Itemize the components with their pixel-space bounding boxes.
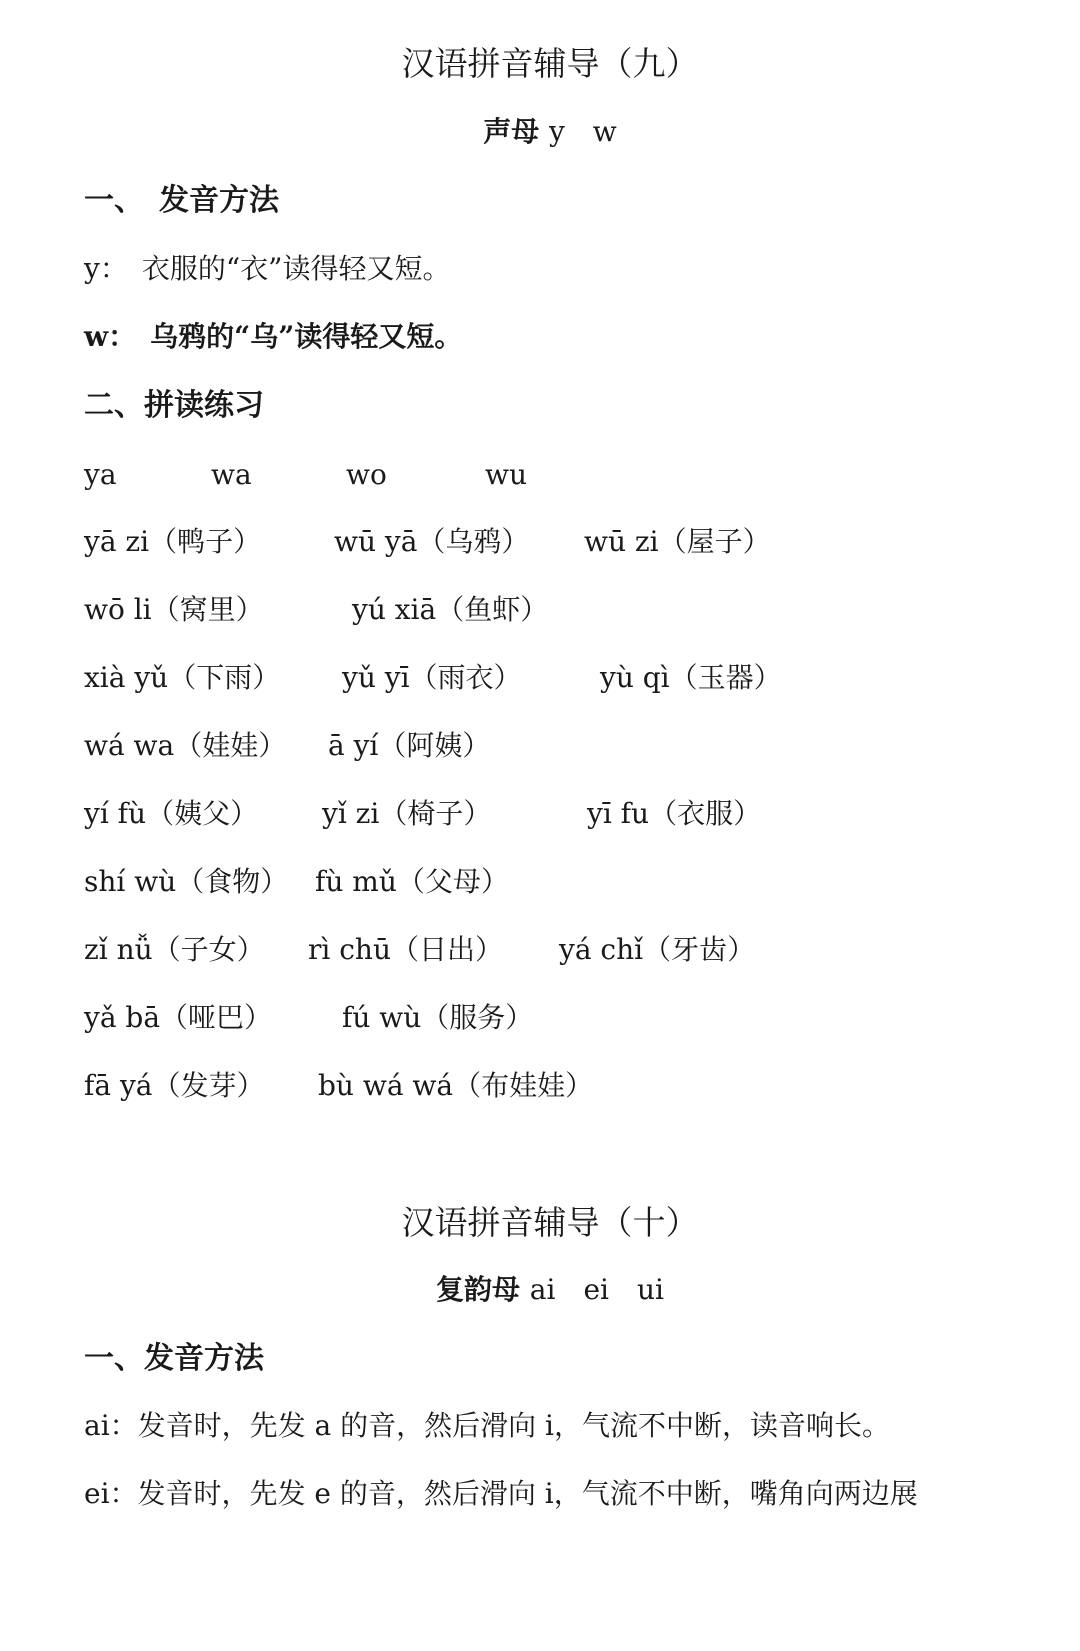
practice-word: wū zi（屋子） xyxy=(584,525,771,558)
syllable-wa: wa xyxy=(211,458,252,491)
practice-word: yú xiā（鱼虾） xyxy=(352,593,549,626)
practice-word: fā yá（发芽） xyxy=(84,1069,265,1102)
ai-pronunciation-line: ai：发音时，先发 a 的音，然后滑向 i，气流不中断，读音响长。 xyxy=(84,1409,891,1442)
practice-word: yā zi（鸭子） xyxy=(84,525,262,558)
section10-subtitle-latin: ai ei ui xyxy=(529,1273,664,1306)
syllable-wo: wo xyxy=(346,458,387,491)
section9-title: 汉语拼音辅导（九） xyxy=(401,44,699,83)
section9-subtitle-latin: y w xyxy=(548,115,617,148)
practice-word: yǐ zi（椅子） xyxy=(322,797,492,830)
practice-word: yǔ yī（雨衣） xyxy=(342,661,522,694)
practice-word: wá wa（娃娃） xyxy=(84,729,287,762)
practice-word: rì chū（日出） xyxy=(308,933,503,966)
practice-word: wū yā（乌鸦） xyxy=(334,525,530,558)
practice-word: bù wá wá（布娃娃） xyxy=(318,1069,594,1102)
practice-word: shí wù（食物） xyxy=(84,865,289,898)
syllable-ya: ya xyxy=(84,458,117,491)
practice-word: yī fu（衣服） xyxy=(587,797,762,830)
y-pronunciation-line: y： 衣服的“衣”读得轻又短。 xyxy=(84,252,451,285)
practice-word: fù mǔ（父母） xyxy=(315,865,509,898)
practice-word: wō li（窝里） xyxy=(84,593,264,626)
section10-subtitle-cn: 复韵母 xyxy=(436,1273,521,1306)
ei-pronunciation-line: ei：发音时，先发 e 的音，然后滑向 i，气流不中断，嘴角向两边展 xyxy=(84,1477,918,1510)
section9-part1-heading: 一、 发音方法 xyxy=(84,183,279,218)
section9-subtitle-cn: 声母 xyxy=(483,115,540,148)
section10-title: 汉语拼音辅导（十） xyxy=(401,1203,699,1242)
section10-part1-heading: 一、发音方法 xyxy=(84,1341,264,1376)
practice-word: fú wù（服务） xyxy=(342,1001,534,1034)
w-pronunciation-line: w： 乌鸦的“乌”读得轻又短。 xyxy=(84,320,463,353)
practice-word: yù qì（玉器） xyxy=(600,661,782,694)
practice-word: yǎ bā（哑巴） xyxy=(84,1001,273,1034)
syllable-wu: wu xyxy=(485,458,527,491)
practice-word: yá chǐ（牙齿） xyxy=(559,933,756,966)
practice-word: xià yǔ（下雨） xyxy=(84,661,281,694)
practice-word: zǐ nǚ（子女） xyxy=(84,933,265,966)
practice-word: yí fù（姨父） xyxy=(84,797,259,830)
section9-part2-heading: 二、拼读练习 xyxy=(84,388,264,423)
practice-word: ā yí（阿姨） xyxy=(328,729,491,762)
section10-subtitle xyxy=(0,1273,1080,1306)
section9-subtitle xyxy=(0,115,1080,148)
